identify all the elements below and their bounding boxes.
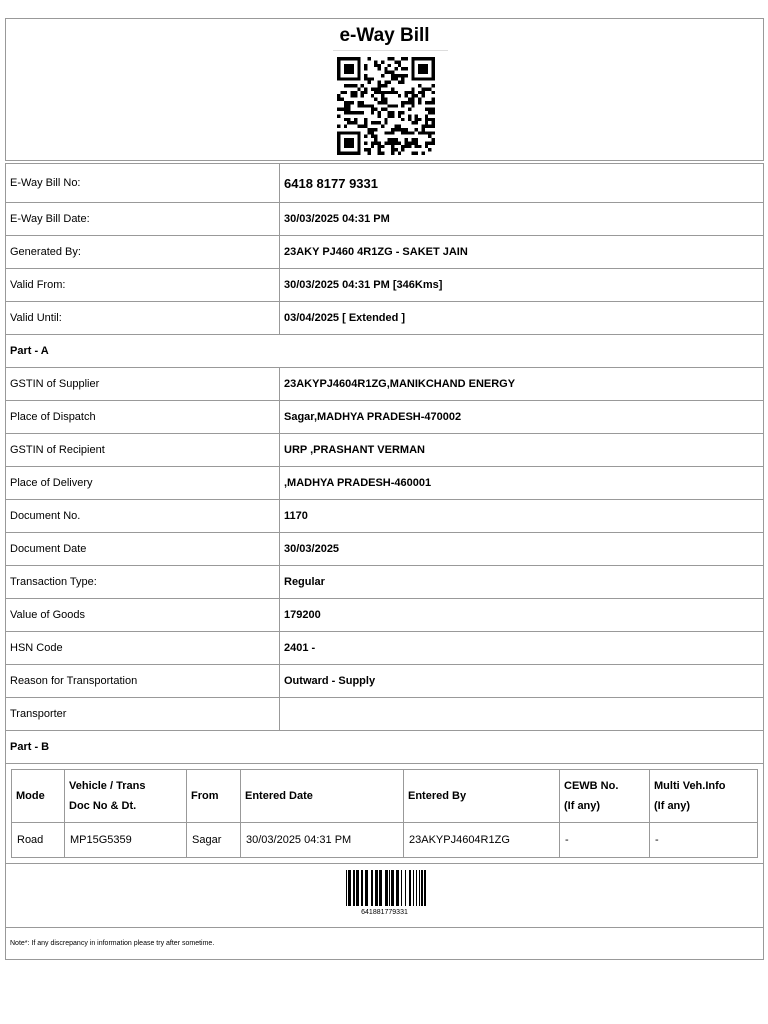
col-header-from (187, 770, 241, 823)
field-label: Place of Delivery (6, 467, 280, 500)
barcode-icon (346, 870, 426, 906)
qr-code-icon (334, 57, 438, 155)
field-value: 23AKYPJ4604R1ZG,MANIKCHAND ENERGY (280, 368, 764, 401)
page-title: e-Way Bill (339, 25, 430, 46)
header-label: Entered Date (245, 790, 313, 802)
col-header-cewb (560, 770, 650, 823)
barcode-section (5, 864, 764, 928)
header-label: CEWB No. (564, 780, 619, 792)
field-value: 30/03/2025 04:31 PM [346Kms] (280, 269, 764, 302)
eway-bill-document (5, 18, 764, 960)
field-value: 30/03/2025 (280, 533, 764, 566)
field-label: Generated By: (6, 236, 280, 269)
field-value: 23AKY PJ460 4R1ZG - SAKET JAIN (280, 236, 764, 269)
header-label: Mode (16, 790, 45, 802)
cell-entered-date: 30/03/2025 04:31 PM (241, 823, 404, 858)
section-header-part-b (6, 731, 764, 764)
table-row (6, 434, 764, 467)
header-label: Vehicle / Trans (69, 780, 146, 792)
table-row (6, 164, 764, 203)
field-value: Regular (280, 566, 764, 599)
field-label: Transporter (6, 698, 280, 731)
section-title: Part - B (6, 731, 764, 764)
table-row (6, 665, 764, 698)
header-label: (If any) (654, 800, 691, 812)
header-label: Doc No & Dt. (69, 800, 137, 812)
field-value: 1170 (280, 500, 764, 533)
table-row (6, 698, 764, 731)
cell-multi-veh: - (650, 823, 758, 858)
table-row (6, 632, 764, 665)
table-row (6, 599, 764, 632)
table-row (6, 236, 764, 269)
field-label: Value of Goods (6, 599, 280, 632)
vehicle-table-header (12, 770, 758, 823)
field-label: GSTIN of Supplier (6, 368, 280, 401)
field-label: E-Way Bill Date: (6, 203, 280, 236)
field-label: E-Way Bill No: (6, 164, 280, 203)
header-label: Multi Veh.Info (654, 780, 726, 792)
field-label: Place of Dispatch (6, 401, 280, 434)
col-header-multi-veh (650, 770, 758, 823)
field-label: Document Date (6, 533, 280, 566)
table-row (6, 500, 764, 533)
field-label: Reason for Transportation (6, 665, 280, 698)
section-title: Part - A (6, 335, 764, 368)
field-label: GSTIN of Recipient (6, 434, 280, 467)
footer-note: Note*: If any discrepancy in information please try after sometime. (5, 928, 764, 960)
section-header-part-a (6, 335, 764, 368)
field-value: Sagar,MADHYA PRADESH-470002 (280, 401, 764, 434)
cell-mode: Road (12, 823, 65, 858)
header-section (5, 18, 764, 161)
table-row (6, 368, 764, 401)
table-row (6, 467, 764, 500)
field-value (280, 698, 764, 731)
details-table (5, 163, 764, 864)
barcode-number: 641881779331 (361, 909, 408, 916)
field-label: HSN Code (6, 632, 280, 665)
col-header-vehicle (65, 770, 187, 823)
col-header-entered-date (241, 770, 404, 823)
field-value: 2401 - (280, 632, 764, 665)
header-label: From (191, 790, 219, 802)
field-value: ,MADHYA PRADESH-460001 (280, 467, 764, 500)
field-label: Transaction Type: (6, 566, 280, 599)
cell-vehicle: MP15G5359 (65, 823, 187, 858)
title-divider (333, 50, 448, 51)
field-label: Valid Until: (6, 302, 280, 335)
eway-bill-number: 6418 8177 9331 (280, 164, 764, 203)
vehicle-table-row (6, 764, 764, 864)
field-value: URP ,PRASHANT VERMAN (280, 434, 764, 467)
header-label: Entered By (408, 790, 467, 802)
table-row (6, 203, 764, 236)
cell-cewb: - (560, 823, 650, 858)
vehicle-table-cell (6, 764, 764, 864)
field-value: 30/03/2025 04:31 PM (280, 203, 764, 236)
col-header-mode (12, 770, 65, 823)
table-row (6, 533, 764, 566)
col-header-entered-by (404, 770, 560, 823)
table-row (6, 269, 764, 302)
vehicle-table (11, 769, 758, 858)
cell-from: Sagar (187, 823, 241, 858)
field-label: Document No. (6, 500, 280, 533)
field-value: 179200 (280, 599, 764, 632)
field-value: Outward - Supply (280, 665, 764, 698)
table-row (6, 566, 764, 599)
table-row (12, 823, 758, 858)
table-row (6, 401, 764, 434)
cell-entered-by: 23AKYPJ4604R1ZG (404, 823, 560, 858)
table-row (6, 302, 764, 335)
field-value: 03/04/2025 [ Extended ] (280, 302, 764, 335)
field-label: Valid From: (6, 269, 280, 302)
header-label: (If any) (564, 800, 601, 812)
